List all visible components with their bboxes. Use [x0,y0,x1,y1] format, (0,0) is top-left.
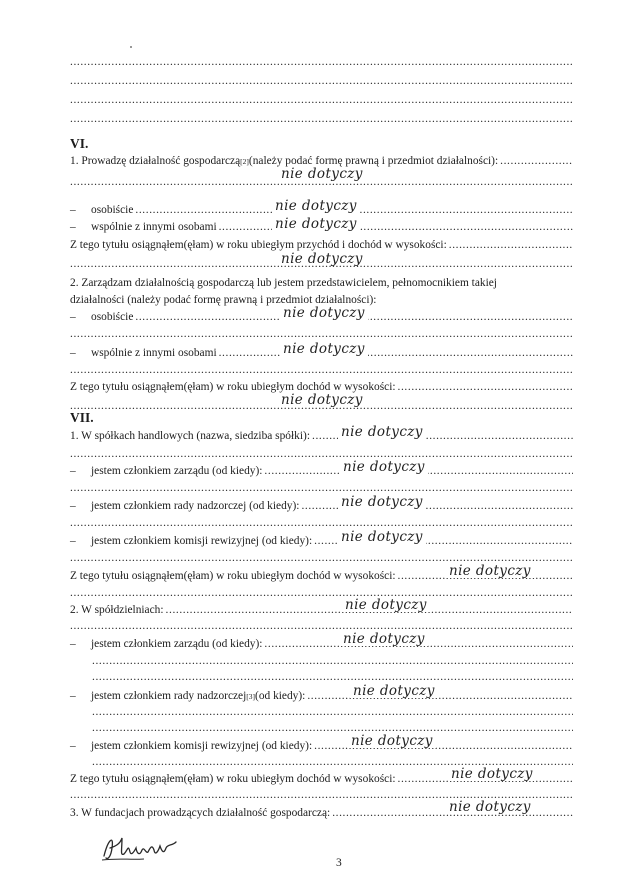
footnote-ref: [2] [240,157,249,166]
vi-q2-line2: działalności (należy podać formę prawną i przedmiot działalności): [70,294,377,306]
handwritten-answer: nie dotyczy [280,342,368,356]
handwritten-answer: nie dotyczy [448,767,536,781]
vii-rada-label: jestem członkiem rady nadzorczej (od kiedy): [91,500,300,512]
handwritten-answer: nie dotyczy [272,199,360,213]
vii-q2-komisja-label: jestem członkiem komisji rewizyjnej (od kiedy): [91,740,313,752]
dotted-line [70,258,573,270]
page-number: 3 [336,857,342,869]
vii-q2-komisja-row: – jestem członkiem komisji rewizyjnej (od kiedy): ..... [70,740,573,752]
dotted-line [70,176,573,188]
dotted-line [70,620,573,632]
dotted-line [70,517,573,529]
dotted-line [70,94,573,106]
signature [100,830,180,867]
dotted-line [70,587,573,599]
footnote-ref: [3] [246,692,256,701]
dotted-line [70,113,573,125]
dotted-line [70,364,573,376]
handwritten-answer: nie dotyczy [338,530,426,544]
dotted-line [70,75,573,87]
handwritten-answer: nie dotyczy [340,460,428,474]
handwritten-answer: nie dotyczy [278,393,366,407]
dotted-line [92,722,573,734]
vii-income1-label: Z tego tytułu osiągnąłem(ęłam) w roku ubiegłym dochód w wysokości: [70,570,396,582]
vi-q2-osobiscie-label: osobiście [91,311,134,323]
vi-osobiscie-label: osobiście [91,204,134,216]
vi-q1-rest: (należy podać formę prawną i przedmiot działalności): [248,155,499,167]
dotted-line [92,655,573,667]
vi-q2-row1 [70,277,573,289]
vii-q1-label: 1. W spółkach handlowych (nazwa, siedziba spółki): [70,430,310,442]
vi-q2-osobiscie-row: – osobiście ..... [70,311,573,323]
handwritten-answer: nie dotyczy [278,167,366,181]
handwritten-answer: nie dotyczy [338,425,426,439]
vii-q2-zarzad-row: – jestem członkiem zarządu (od kiedy): ..... [70,638,573,650]
handwritten-answer: nie dotyczy [338,495,426,509]
signature-scribble [100,830,180,864]
dotted-line [70,448,573,460]
vii-q3-label: 3. W fundacjach prowadzących działalność gospodarczą: [70,807,331,819]
dotted-line [92,671,573,683]
vi-wspolnie-label: wspólnie z innymi osobami [91,221,217,233]
vii-zarzad-label: jestem członkiem zarządu (od kiedy): [91,465,263,477]
handwritten-answer: nie dotyczy [340,632,428,646]
vi-wspolnie-row: – wspólnie z innymi osobami ..... [70,221,573,233]
vii-q2-rada-rest: (od kiedy): [255,690,306,702]
vii-komisja-label: jestem członkiem komisji rewizyjnej (od kiedy): [91,535,313,547]
vi-q2-wspolnie-row: – wspólnie z innymi osobami ..... [70,347,573,359]
vi-q2-wspolnie-label: wspólnie z innymi osobami [91,347,217,359]
handwritten-answer: nie dotyczy [446,564,534,578]
dotted-line [70,482,573,494]
vii-q2-rada-label: jestem członkiem rady nadzorczej [91,690,247,702]
vii-income2-label: Z tego tytułu osiągnąłem(ęłam) w roku ubiegłym dochód w wysokości: [70,773,396,785]
handwritten-answer: nie dotyczy [272,217,360,231]
vii-q2-zarzad-label: jestem członkiem zarządu (od kiedy): [91,638,263,650]
dotted-line [70,328,573,340]
vi-q2-line1: 2. Zarządzam działalnością gospodarczą lub jestem przedstawicielem, pełnomocnikiem takiej [70,277,497,289]
vi-income1-row [70,239,573,251]
handwritten-answer: nie dotyczy [348,734,436,748]
vii-zarzad-row: – jestem członkiem zarządu (od kiedy): ..... [70,465,573,477]
handwritten-answer: nie dotyczy [280,306,368,320]
vi-q1-label: 1. Prowadzę działalność gospodarczą [70,155,241,167]
section-heading-vi: VI. [70,136,89,151]
scan-speck [130,46,132,48]
vi-osobiscie-row: – osobiście ..... [70,204,573,216]
dotted-line [70,400,573,412]
dotted-line [92,706,573,718]
vii-q1-row [70,430,573,442]
handwritten-answer: nie dotyczy [342,598,430,612]
vii-komisja-row: – jestem członkiem komisji rewizyjnej (od kiedy): ..... [70,535,573,547]
vii-q2-row [70,604,573,616]
vii-q2-rada-row: – jestem członkiem rady nadzorczej [3] (od kiedy): ..... [70,690,573,702]
vi-income2-label: Z tego tytułu osiągnąłem(ęłam) w roku ubiegłym dochód w wysokości: [70,381,396,393]
dotted-line [70,56,573,68]
handwritten-answer: nie dotyczy [278,252,366,266]
vii-q2-label: 2. W spółdzielniach: [70,604,164,616]
section-heading-vii: VII. [70,410,94,425]
handwritten-answer: nie dotyczy [350,684,438,698]
vi-income1-label: Z tego tytułu osiągnąłem(ęłam) w roku ubiegłym przychód i dochód w wysokości: [70,239,447,251]
vii-rada-row: – jestem członkiem rady nadzorczej (od kiedy): ..... [70,500,573,512]
handwritten-answer: nie dotyczy [446,800,534,814]
